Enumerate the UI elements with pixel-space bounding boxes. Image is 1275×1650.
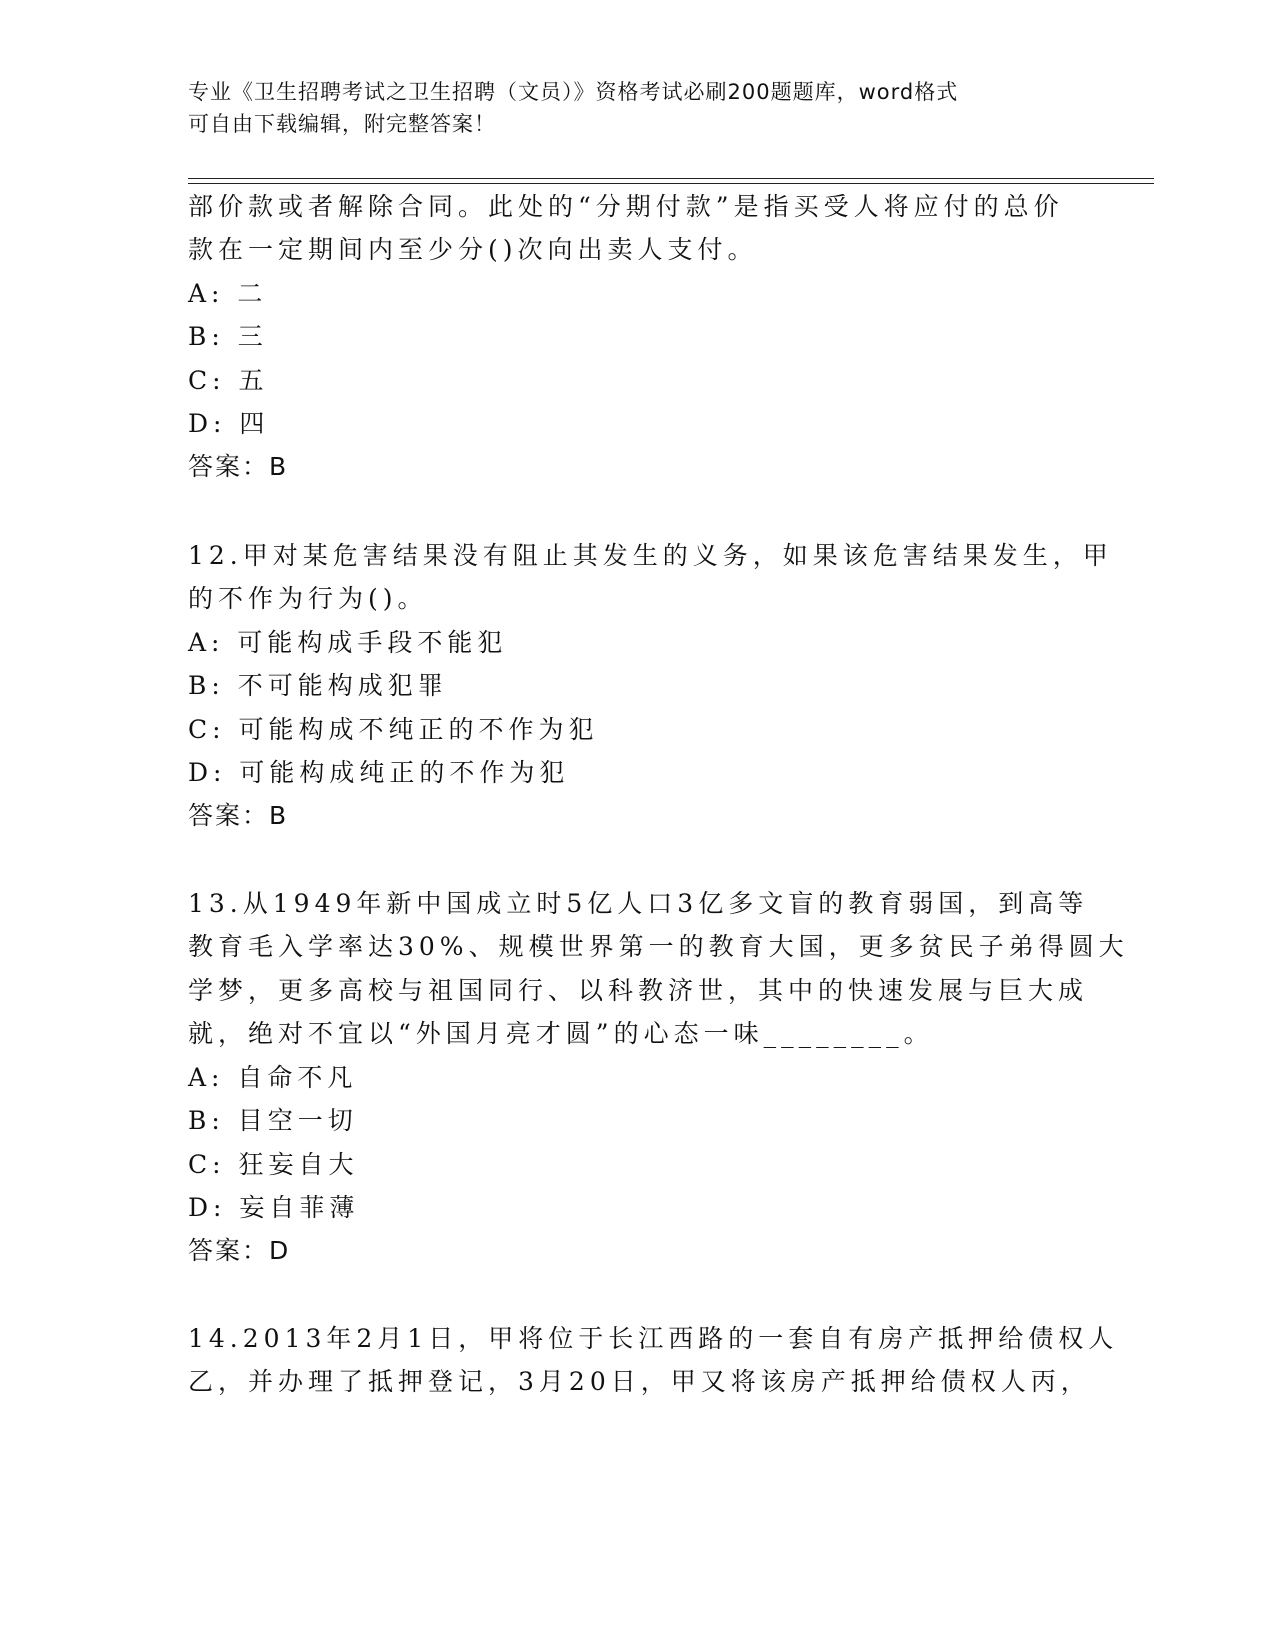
q11-stem-line-2: 款在一定期间内至少分()次向出卖人支付。	[188, 235, 758, 264]
header-divider-top	[188, 178, 1154, 179]
q13-stem-line-3: 学梦，更多高校与祖国同行、以科教济世，其中的快速发展与巨大成	[188, 976, 1089, 1005]
q11-stem-line-1: 部价款或者解除合同。此处的“分期付款”是指买受人将应付的总价	[188, 192, 1064, 221]
header-divider-bottom	[188, 183, 1154, 184]
q12-option-d: D: 可能构成纯正的不作为犯	[188, 758, 570, 787]
q11-option-b: B: 三	[188, 322, 268, 351]
page-header	[188, 76, 1088, 140]
q12-stem-line-2: 的不作为行为()。	[188, 584, 428, 613]
q13-option-c: C: 狂妄自大	[188, 1150, 359, 1179]
q13-stem-line-1: 13.从1949年新中国成立时5亿人口3亿多文盲的教育弱国，到高等	[188, 889, 1089, 918]
q14-stem-line-2: 乙，并办理了抵押登记，3月20日，甲又将该房产抵押给债权人丙，	[188, 1367, 1091, 1396]
q13-stem-line-4: 就，绝对不宜以“外国月亮才圆”的心态一味________。	[188, 1019, 934, 1048]
q12-answer: 答案：B	[188, 801, 289, 830]
q13-option-a: A: 自命不凡	[188, 1063, 358, 1092]
q12-option-b: B: 不可能构成犯罪	[188, 671, 448, 700]
q12-stem-line-1: 12.甲对某危害结果没有阻止其发生的义务，如果该危害结果发生，甲	[188, 541, 1113, 570]
q11-answer: 答案：B	[188, 452, 289, 481]
q11-option-a: A: 二	[188, 279, 268, 308]
header-line-1: 专业《卫生招聘考试之卫生招聘（文员）》资格考试必刷200题题库，word格式	[188, 80, 959, 104]
q13-stem-line-2: 教育毛入学率达30%、规模世界第一的教育大国，更多贫民子弟得圆大	[188, 932, 1129, 961]
q13-answer: 答案：D	[188, 1236, 291, 1265]
q11-option-d: D: 四	[188, 409, 270, 438]
q13-option-d: D: 妄自菲薄	[188, 1193, 360, 1222]
q12-option-a: A: 可能构成手段不能犯	[188, 628, 508, 657]
q12-option-c: C: 可能构成不纯正的不作为犯	[188, 715, 599, 744]
q14-stem-line-1: 14.2013年2月1日，甲将位于长江西路的一套自有房产抵押给债权人	[188, 1324, 1119, 1353]
header-line-2: 可自由下载编辑，附完整答案！	[188, 112, 496, 136]
q11-option-c: C: 五	[188, 366, 269, 395]
q13-option-b: B: 目空一切	[188, 1106, 358, 1135]
